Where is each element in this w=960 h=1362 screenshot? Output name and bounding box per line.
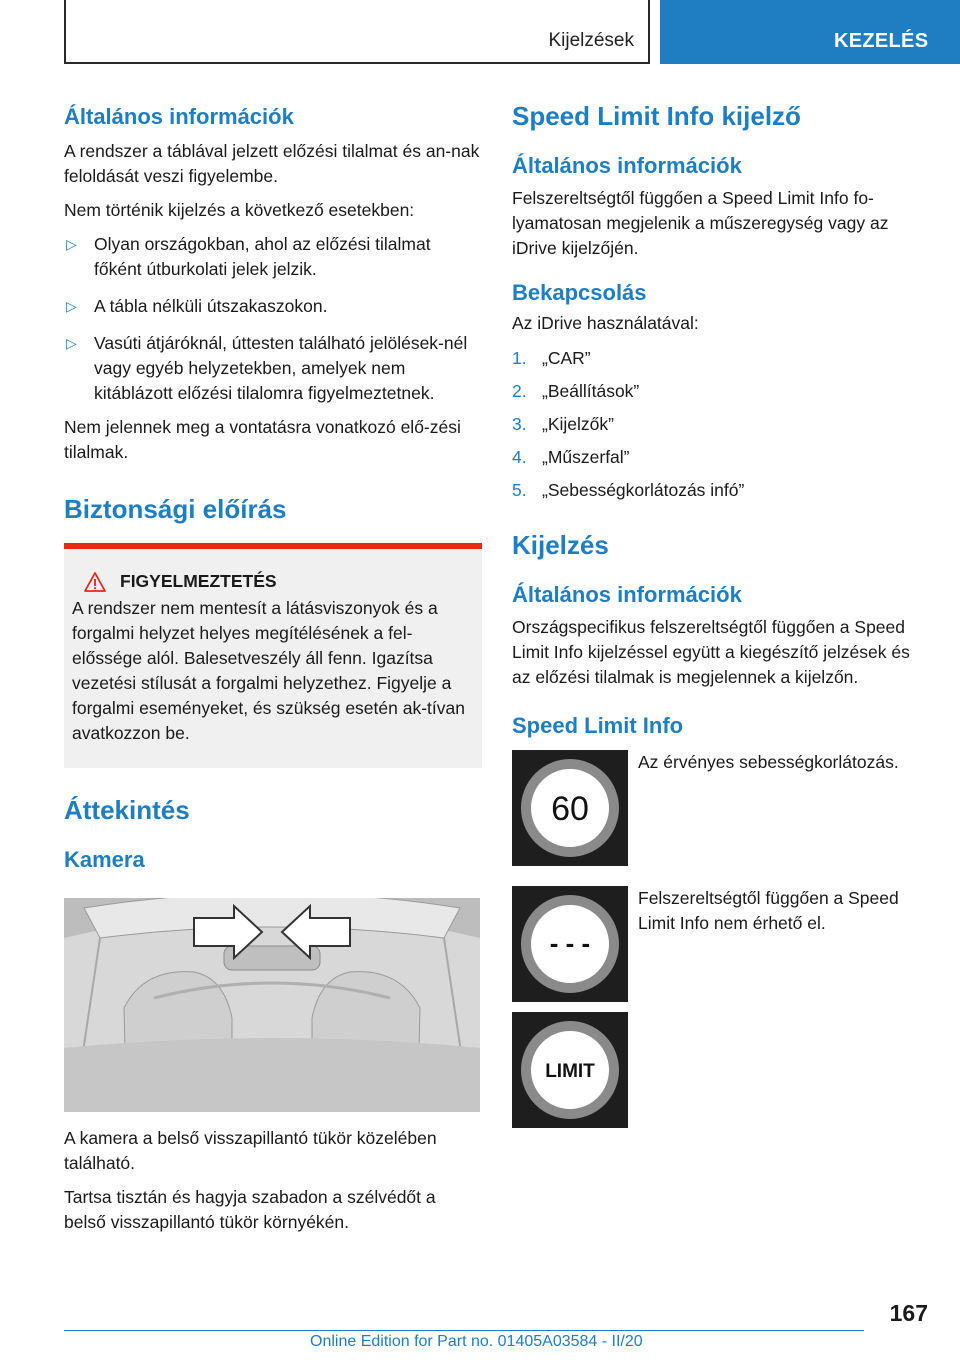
- svg-text:LIMIT: LIMIT: [545, 1061, 595, 1082]
- sign-row-limit: [512, 750, 928, 866]
- left-column: [64, 100, 482, 1235]
- sign-row-limit-text: [512, 1012, 928, 1128]
- general-info-paragraph-3: Nem jelennek meg a vontatásra vonatkozó elő-zési tilalmak.: [64, 417, 461, 462]
- car-interior-image: [64, 898, 480, 1112]
- sli-subheading: Speed Limit Info: [512, 713, 684, 738]
- general-info-heading: Általános információk: [64, 104, 294, 129]
- right-column: [512, 100, 928, 1128]
- speed-limit-info-heading: Speed Limit Info kijelző: [512, 101, 801, 131]
- sli-general-info-paragraph: Felszereltségtől függően a Speed Limit Info fo-lyamatosan megjelenik a műszeregység vagy az iDrive kijelzőjén.: [512, 188, 889, 258]
- warning-title: FIGYELMEZTETÉS: [120, 571, 277, 591]
- triangle-bullet-icon: ▷: [66, 298, 77, 314]
- overview-heading: Áttekintés: [64, 795, 190, 825]
- camera-paragraph-2: Tartsa tisztán és hagyja szabadon a szélvédőt a belső visszapillantó tükör környékén.: [64, 1187, 436, 1232]
- display-general-info-heading: Általános információk: [512, 582, 742, 607]
- speed-limit-sign-icon: [512, 750, 628, 866]
- limit-sign-icon: [512, 1012, 628, 1128]
- sli-general-info-heading: Általános információk: [512, 153, 742, 178]
- list-item: ▷ Vasúti átjáróknál, úttesten található jelölések-nél vagy egyéb helyzetekben, amelyek nem kitáblázott előzési tilalomra figyelmeztetnek.: [66, 333, 468, 403]
- general-info-paragraph-1: A rendszer a táblával jelzett előzési tilalmat és an-nak feloldását veszi figyelembe.: [64, 141, 480, 186]
- sign-row-unavailable: [512, 886, 928, 1002]
- camera-paragraph-1: A kamera a belső visszapillantó tükör közelében található.: [64, 1128, 437, 1173]
- footer-edition-text: Online Edition for Part no. 01405A03584 - II/20: [310, 1333, 643, 1350]
- camera-heading: Kamera: [64, 847, 145, 872]
- page-number: 167: [889, 1300, 928, 1326]
- sign-1-description: Az érvényes sebességkorlátozás.: [638, 752, 899, 772]
- list-item: ▷ A tábla nélküli útszakaszokon.: [64, 294, 482, 319]
- header-section-box: [64, 0, 650, 64]
- list-item: 5. „Sebességkorlátozás infó”: [512, 480, 745, 500]
- header-chapter-tab: [660, 0, 960, 64]
- no-limit-sign-icon: [512, 886, 628, 1002]
- display-heading: Kijelzés: [512, 530, 609, 560]
- exceptions-list: [64, 232, 482, 406]
- safety-heading: Biztonsági előírás: [64, 494, 287, 524]
- sign-2-description: Felszereltségtől függően a Speed Limit Info nem érhető el.: [638, 888, 899, 933]
- triangle-bullet-icon: ▷: [66, 236, 77, 252]
- warning-triangle-icon: [84, 572, 106, 592]
- speed-limit-unavailable-sign: [512, 886, 628, 1002]
- camera-location-illustration: [64, 898, 480, 1112]
- triangle-bullet-icon: ▷: [66, 335, 77, 351]
- general-info-paragraph-2: Nem történik kijelzés a következő esetekben:: [64, 200, 415, 220]
- warning-text: A rendszer nem mentesít a látásviszonyok és a forgalmi helyzet helyes megítélésének a fel-előssége alól. Balesetveszély áll fenn. Igazítsa vezetési stílusát a forgalmi helyzethez. Figyelje a forgalmi eseményeket, és szükség esetén ak-tívan avatkozzon be.: [72, 598, 465, 743]
- footer-divider: [64, 1330, 864, 1331]
- activation-heading: Bekapcsolás: [512, 280, 647, 305]
- list-item: 1. „CAR”: [512, 348, 591, 368]
- list-item: 4. „Műszerfal”: [512, 447, 630, 467]
- svg-text:60: 60: [551, 790, 589, 828]
- activation-paragraph: Az iDrive használatával:: [512, 313, 699, 333]
- activation-steps: [512, 346, 928, 503]
- display-general-info-paragraph: Országspecifikus felszereltségtől függően a Speed Limit Info kijelzéssel együtt a kiegészítő jelzések és az előzési tilalmak is megjelennek a kijelzőn.: [512, 617, 910, 687]
- svg-text:- - -: - - -: [549, 928, 591, 958]
- header-section-title: Kijelzések: [548, 30, 634, 51]
- warning-title-row: [72, 571, 474, 592]
- speed-limit-60-sign: [512, 750, 628, 866]
- list-item: ▷ Olyan országokban, ahol az előzési tilalmat főként útburkolati jelek jelzik.: [66, 234, 431, 279]
- warning-box: [64, 543, 482, 768]
- list-item: 3. „Kijelzők”: [512, 414, 614, 434]
- list-item: 2. „Beállítások”: [512, 381, 640, 401]
- header-chapter-title: KEZELÉS: [834, 30, 929, 52]
- limit-text-sign: [512, 1012, 628, 1128]
